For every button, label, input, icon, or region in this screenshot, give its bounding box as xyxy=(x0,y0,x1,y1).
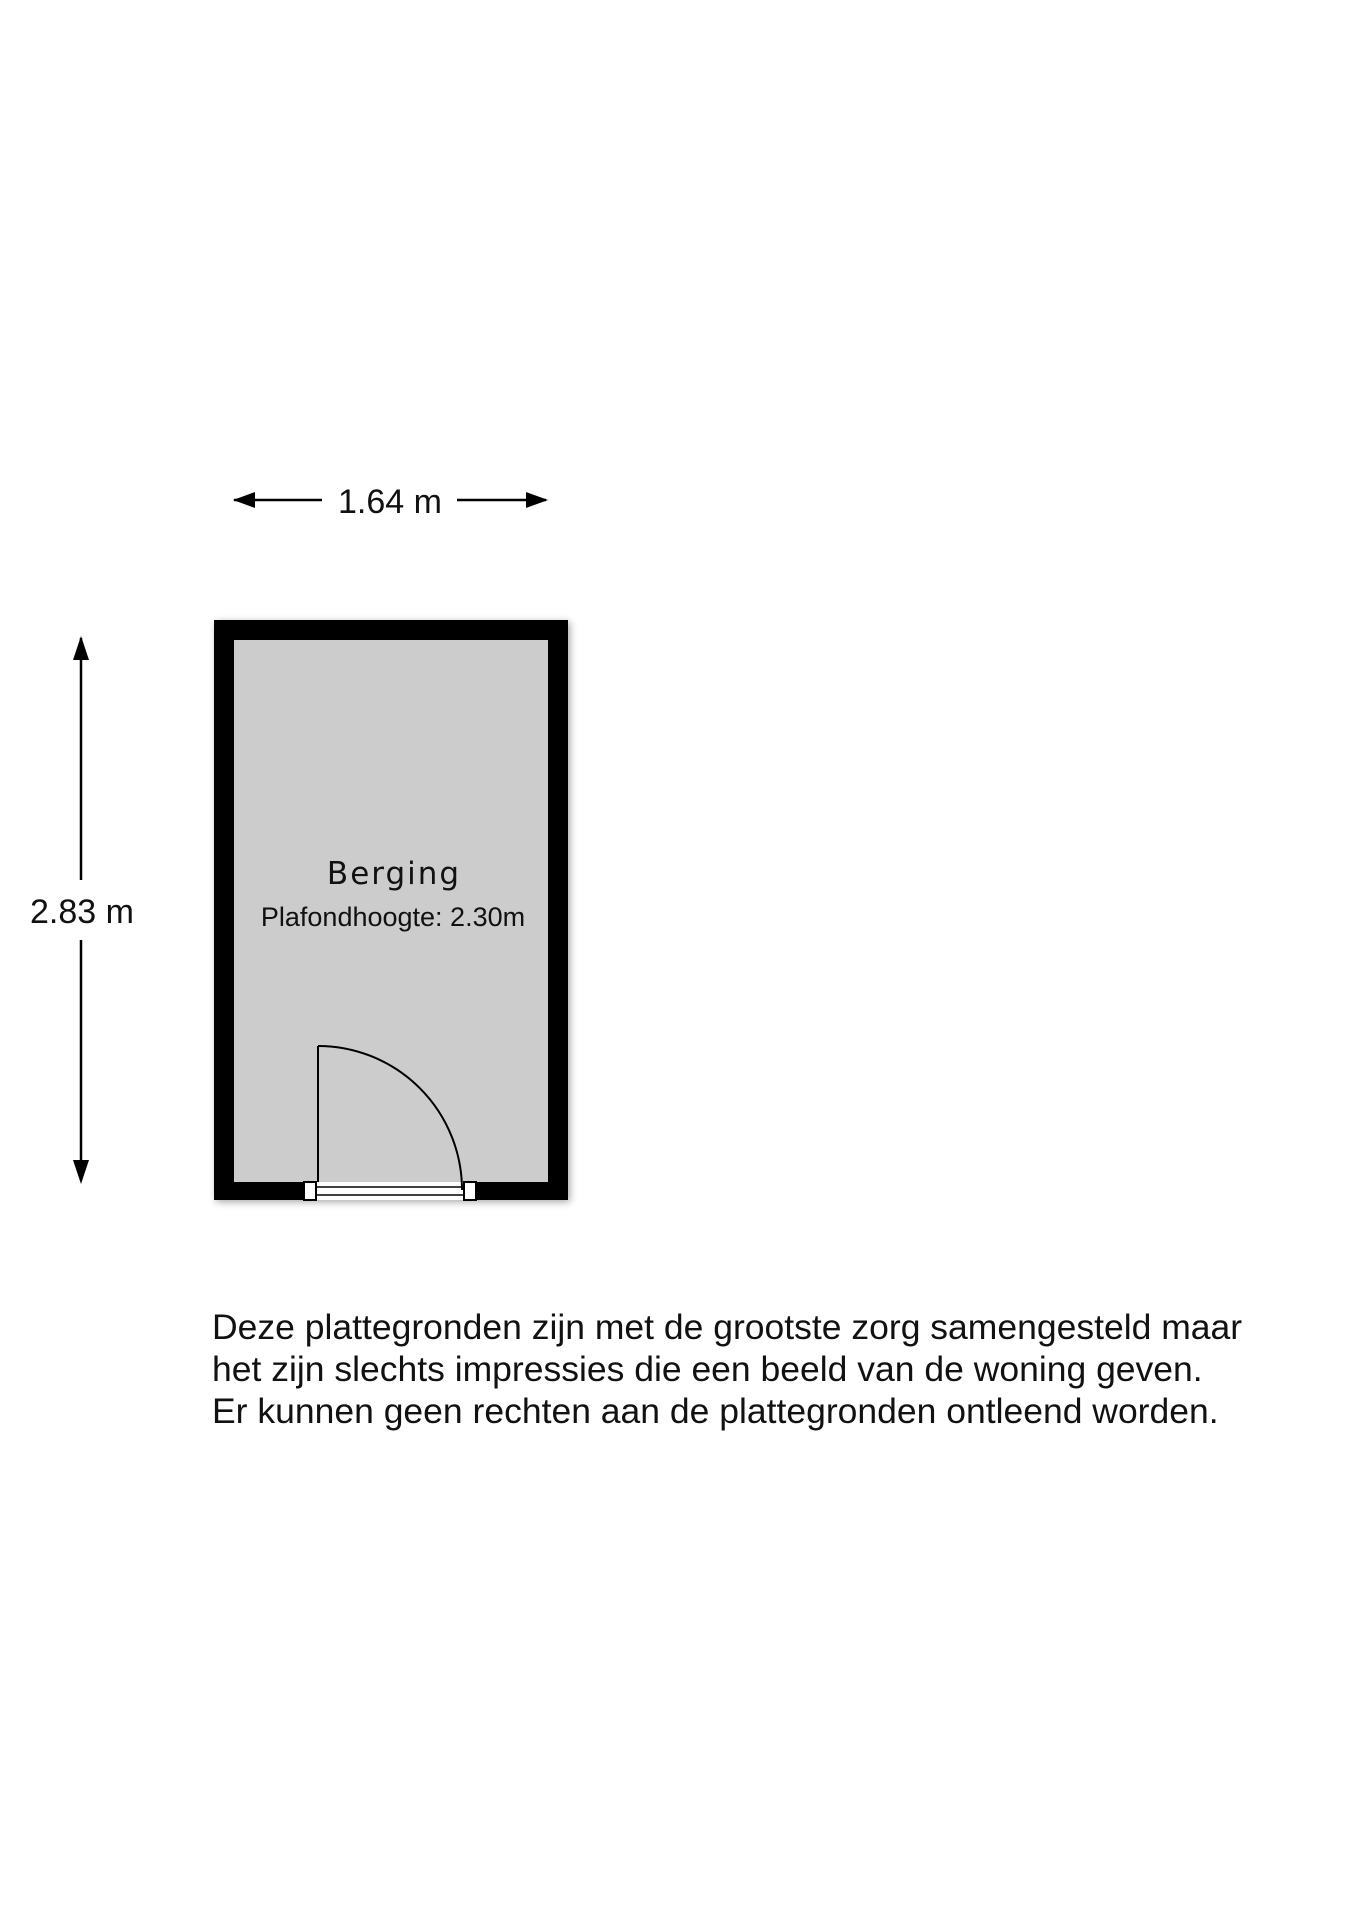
width-arrowhead-right-icon xyxy=(526,492,548,508)
disclaimer xyxy=(212,1306,1342,1432)
width-arrowhead-left-icon xyxy=(233,492,255,508)
disclaimer-line: het zijn slechts impressies die een beeld van de woning geven. xyxy=(212,1349,1203,1389)
width-dimension xyxy=(233,483,548,521)
door-opening xyxy=(304,1182,476,1200)
width-dimension-label: 1.64 m xyxy=(338,483,442,521)
room-name: Berging xyxy=(326,856,462,892)
door-jamb-right xyxy=(464,1182,476,1200)
depth-dimension xyxy=(30,636,134,1184)
room-ceiling-height: Plafondhoogte: 2.30m xyxy=(260,902,526,932)
door-jamb-left xyxy=(304,1182,316,1200)
depth-arrowhead-bottom-icon xyxy=(73,1160,89,1184)
disclaimer-line: Er kunnen geen rechten aan de plattegronden ontleend worden. xyxy=(212,1391,1219,1431)
disclaimer-line: Deze plattegronden zijn met de grootste zorg samengesteld maar xyxy=(212,1307,1243,1347)
depth-dimension-label: 2.83 m xyxy=(30,893,134,931)
depth-arrowhead-top-icon xyxy=(73,636,89,660)
